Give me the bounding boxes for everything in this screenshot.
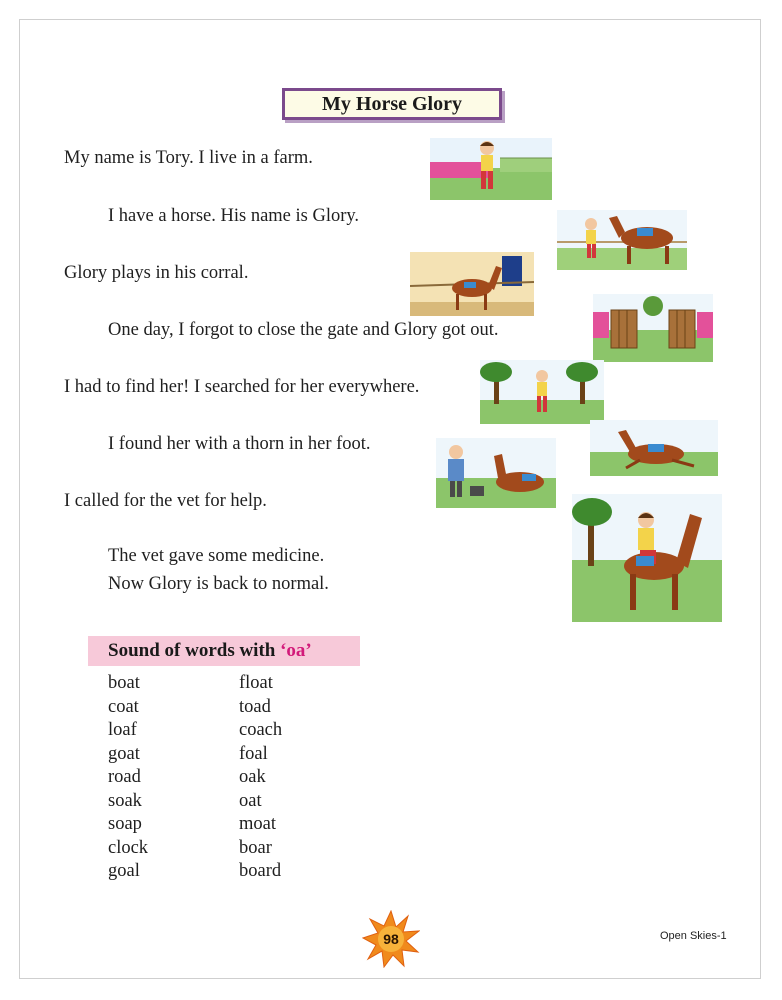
word-item: soap <box>108 814 142 834</box>
footer-book-title: Open Skies-1 <box>660 930 727 942</box>
word-item: foal <box>239 744 268 764</box>
sound-section-highlight: ‘oa’ <box>280 640 312 661</box>
word-item: boat <box>108 673 140 693</box>
child-riding-horse-illustration <box>572 494 722 622</box>
word-item: goat <box>108 744 140 764</box>
child-with-horse-illustration <box>557 210 687 270</box>
girl-on-farm-illustration <box>430 138 552 200</box>
word-item: road <box>108 767 141 787</box>
hurt-horse-illustration <box>590 420 718 476</box>
word-item: loaf <box>108 720 137 740</box>
vet-with-horse-illustration <box>436 438 556 508</box>
word-item: board <box>239 861 282 881</box>
story-line-2: I have a horse. His name is Glory. <box>108 206 360 226</box>
story-line-6: I found her with a thorn in her foot. <box>108 434 371 454</box>
word-item: clock <box>108 838 149 858</box>
word-item: coat <box>108 697 139 717</box>
page-title: My Horse Glory <box>282 88 502 120</box>
sound-section-header <box>88 636 360 666</box>
story-line-7: I called for the vet for help. <box>64 491 267 511</box>
searching-girl-illustration <box>480 360 604 424</box>
story-line-3: Glory plays in his corral. <box>64 263 249 283</box>
story-line-8: The vet gave some medicine. <box>108 546 325 566</box>
word-item: coach <box>239 720 283 740</box>
word-item: soak <box>108 791 142 811</box>
story-line-4: One day, I forgot to close the gate and Glory got out. <box>108 320 499 340</box>
sound-section-label: Sound of words with <box>108 640 281 661</box>
word-item: oak <box>239 767 266 787</box>
horse-in-corral-illustration <box>410 252 534 316</box>
story-line-9: Now Glory is back to normal. <box>108 574 329 594</box>
story-line-1: My name is Tory. I live in a farm. <box>64 148 313 168</box>
word-item: float <box>239 673 273 693</box>
word-item: toad <box>239 697 271 717</box>
open-gate-illustration <box>593 294 713 362</box>
word-item: goal <box>108 861 140 881</box>
page-number: 98 <box>383 931 399 947</box>
word-item: boar <box>239 838 272 858</box>
story-line-5: I had to find her! I searched for her everywhere. <box>64 377 420 397</box>
word-item: moat <box>239 814 276 834</box>
word-item: oat <box>239 791 262 811</box>
